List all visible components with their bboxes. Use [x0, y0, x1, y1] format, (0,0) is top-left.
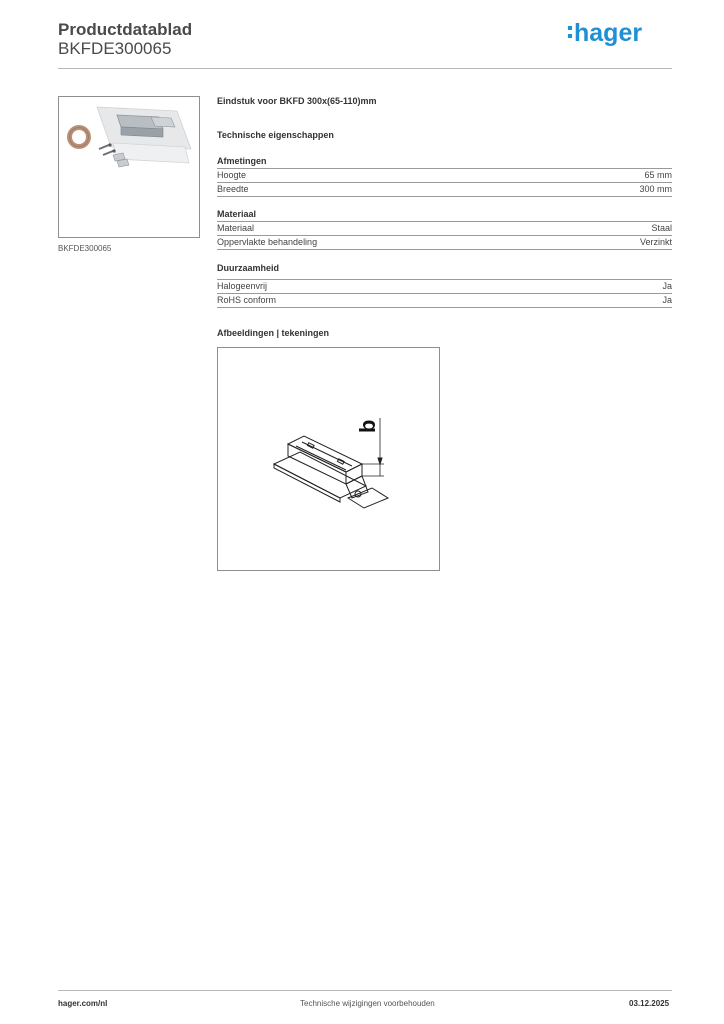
footer-divider: [58, 990, 672, 991]
hager-logo: [567, 15, 657, 49]
spec-value: Verzinkt: [639, 237, 672, 247]
spec-label: Oppervlakte behandeling: [217, 237, 318, 247]
spec-row: [217, 222, 672, 236]
spec-row: [217, 280, 672, 294]
spec-row: [217, 236, 672, 250]
spec-label: Hoogte: [217, 170, 247, 180]
photo-caption: BKFDE300065: [58, 244, 112, 253]
footer-notice: Technische wijzigingen voorbehouden: [300, 999, 435, 1008]
spec-row: [217, 169, 672, 183]
group-title-dimensions: Afmetingen: [217, 156, 267, 166]
page-title: Productdatablad: [58, 20, 193, 39]
technical-drawing-illustration: [218, 348, 439, 570]
group-title-sustainability: Duurzaamheid: [217, 263, 280, 273]
product-photo-illustration: [59, 97, 199, 237]
spec-value: Ja: [662, 281, 672, 291]
spec-row: [217, 294, 672, 308]
product-name: Eindstuk voor BKFD 300x(65-110)mm: [217, 96, 377, 106]
technical-drawing: [217, 347, 440, 571]
article-number: BKFDE300065: [58, 39, 172, 58]
spec-row: [217, 183, 672, 197]
footer-date: 03.12.2025: [629, 999, 670, 1008]
spec-value: 65 mm: [644, 170, 672, 180]
group-title-material: Materiaal: [217, 209, 257, 219]
spec-value: Ja: [662, 295, 672, 305]
spec-label: Materiaal: [217, 223, 255, 233]
section-heading-drawings: Afbeeldingen | tekeningen: [217, 328, 330, 338]
header-divider: [58, 68, 672, 69]
spec-label: Halogeenvrij: [217, 281, 268, 291]
spec-label: RoHS conform: [217, 295, 277, 305]
svg-text:hager: hager: [574, 19, 643, 47]
section-heading-technical: Technische eigenschappen: [217, 130, 334, 140]
spec-label: Breedte: [217, 184, 249, 194]
spec-value: Staal: [651, 223, 672, 233]
spec-value: 300 mm: [639, 184, 672, 194]
footer-website: hager.com/nl: [58, 999, 108, 1008]
product-photo: [58, 96, 200, 238]
dimension-label-b: b: [355, 419, 380, 433]
